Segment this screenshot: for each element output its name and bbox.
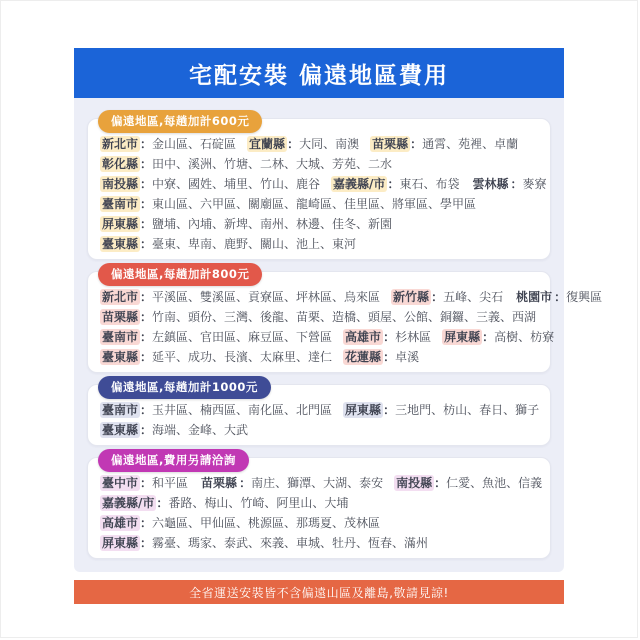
- county-colon: ：: [140, 423, 153, 437]
- county-label: 新北市: [102, 137, 139, 151]
- district-list: 東山區、六甲區、關廟區、龍崎區、佳里區、將軍區、學甲區: [152, 197, 477, 211]
- district-list: 玉井區、楠西區、南化區、北門區: [152, 403, 333, 417]
- county-colon: ：: [140, 403, 153, 417]
- district-list: 和平區: [152, 476, 189, 490]
- region-row: [100, 327, 555, 347]
- county-label: 屏東縣: [444, 330, 481, 344]
- district-list: 東石、布袋: [399, 177, 460, 191]
- district-list: 杉林區: [395, 330, 432, 344]
- region-group: [343, 330, 431, 344]
- region-row: [100, 513, 538, 533]
- region-group: [470, 176, 546, 192]
- county-label: 臺南市: [102, 197, 139, 211]
- region-group: [100, 403, 332, 417]
- region-group: [100, 156, 392, 172]
- region-row: [100, 174, 547, 194]
- district-list: 田中、溪洲、竹塘、二林、大城、芳苑、二水: [152, 157, 393, 171]
- county-colon: ：: [239, 476, 252, 490]
- district-list: 霧臺、瑪家、泰武、來義、車城、牡丹、恆春、滿州: [152, 536, 429, 550]
- district-list: 平溪區、雙溪區、貢寮區、坪林區、烏來區: [152, 290, 381, 304]
- region-group: [100, 290, 380, 304]
- region-group: [394, 475, 542, 491]
- county-colon: ：: [410, 137, 423, 151]
- header-bar: [74, 48, 564, 98]
- district-list: 南庄、獅潭、大湖、泰安: [251, 476, 384, 490]
- region-group: [100, 330, 332, 344]
- region-group: [343, 402, 539, 418]
- county-label: 臺南市: [102, 330, 139, 344]
- region-row: [100, 234, 538, 254]
- county-colon: ：: [140, 157, 153, 171]
- fee-section-card: [87, 114, 551, 260]
- district-list: 番路、梅山、竹崎、阿里山、大埔: [168, 496, 349, 510]
- region-group: [100, 177, 320, 191]
- county-colon: ：: [140, 197, 153, 211]
- county-label: 嘉義縣/市: [333, 177, 386, 191]
- county-colon: ：: [140, 237, 153, 251]
- county-label: 苗栗縣: [201, 476, 238, 490]
- district-list: 鹽埔、內埔、新埤、南州、林邊、佳冬、新園: [152, 217, 393, 231]
- county-label: 高雄市: [345, 330, 382, 344]
- district-list: 高樹、枋寮: [494, 330, 555, 344]
- region-row: [100, 347, 538, 367]
- county-label: 彰化縣: [102, 157, 139, 171]
- county-colon: ：: [140, 536, 153, 550]
- county-label: 苗栗縣: [372, 137, 409, 151]
- region-row: [100, 473, 543, 493]
- fee-badge: 偏遠地區,每趟加計600元: [98, 110, 262, 133]
- county-colon: ：: [482, 330, 495, 344]
- county-label: 臺東縣: [102, 423, 139, 437]
- region-group: [100, 535, 428, 551]
- region-group: [370, 136, 518, 152]
- region-group: [100, 196, 476, 212]
- fee-section-card: [87, 380, 551, 446]
- county-label: 新北市: [102, 290, 139, 304]
- region-group: [514, 289, 602, 305]
- county-label: 屏東縣: [102, 217, 139, 231]
- fee-section-card: [87, 453, 551, 559]
- region-row: [100, 307, 538, 327]
- region-row: [100, 533, 538, 553]
- footer-note: 全省運送安裝皆不含偏遠山區及離島,敬請見諒!: [189, 585, 449, 600]
- region-group: [100, 309, 536, 325]
- county-label: 新竹縣: [393, 290, 430, 304]
- region-row: [100, 134, 538, 154]
- county-label: 臺東縣: [102, 350, 139, 364]
- county-colon: ：: [383, 350, 396, 364]
- county-colon: ：: [434, 476, 447, 490]
- county-label: 屏東縣: [102, 536, 139, 550]
- county-colon: ：: [156, 496, 169, 510]
- county-label: 臺南市: [102, 403, 139, 417]
- region-row: [100, 214, 538, 234]
- district-list: 通霄、苑裡、卓蘭: [422, 137, 519, 151]
- county-label: 宜蘭縣: [249, 137, 286, 151]
- fee-badge: 偏遠地區,每趟加計1000元: [98, 376, 271, 399]
- county-label: 臺東縣: [102, 237, 139, 251]
- county-label: 桃園市: [516, 290, 553, 304]
- district-list: 五峰、尖石: [443, 290, 504, 304]
- content-column: [74, 48, 603, 604]
- county-colon: ：: [383, 330, 396, 344]
- region-group: [343, 349, 419, 365]
- region-group: [100, 515, 380, 531]
- district-list: 海端、金峰、大武: [152, 423, 249, 437]
- district-list: 六龜區、甲仙區、桃源區、那瑪夏、茂林區: [152, 516, 381, 530]
- district-list: 中寮、國姓、埔里、竹山、鹿谷: [152, 177, 321, 191]
- region-row: [100, 493, 538, 513]
- county-colon: ：: [287, 137, 300, 151]
- fee-badge: 偏遠地區,每趟加計800元: [98, 263, 262, 286]
- region-row: [100, 154, 538, 174]
- region-group: [331, 177, 459, 191]
- district-list: 三地門、枋山、春日、獅子: [395, 403, 540, 417]
- region-group: [391, 290, 503, 304]
- county-colon: ：: [431, 290, 444, 304]
- district-list: 麥寮: [522, 177, 547, 191]
- county-colon: ：: [140, 476, 153, 490]
- footer-bar: [74, 580, 564, 604]
- region-group: [442, 329, 554, 345]
- county-colon: ：: [140, 350, 153, 364]
- county-colon: ：: [140, 137, 153, 151]
- county-colon: ：: [554, 290, 567, 304]
- county-label: 嘉義縣/市: [102, 496, 155, 510]
- county-colon: ：: [510, 177, 523, 191]
- region-group: [100, 495, 348, 511]
- district-list: 復興區: [566, 290, 603, 304]
- district-list: 卓溪: [395, 350, 420, 364]
- county-colon: ：: [140, 330, 153, 344]
- district-list: 大同、南澳: [299, 137, 360, 151]
- county-colon: ：: [140, 290, 153, 304]
- county-label: 花蓮縣: [345, 350, 382, 364]
- region-group: [100, 422, 248, 438]
- region-group: [199, 476, 383, 490]
- county-label: 南投縣: [102, 177, 139, 191]
- district-list: 竹南、頭份、三灣、後龍、苗栗、造橋、頭屋、公館、銅鑼、三義、西湖: [152, 310, 537, 324]
- county-colon: ：: [387, 177, 400, 191]
- region-group: [100, 236, 356, 252]
- district-list: 金山區、石碇區: [152, 137, 237, 151]
- county-colon: ：: [140, 217, 153, 231]
- county-label: 臺中市: [102, 476, 139, 490]
- district-list: 仁愛、魚池、信義: [446, 476, 543, 490]
- region-group: [100, 216, 392, 232]
- county-label: 雲林縣: [472, 177, 509, 191]
- region-row: [100, 420, 538, 440]
- region-group: [100, 137, 236, 151]
- county-label: 高雄市: [102, 516, 139, 530]
- region-row: [100, 194, 538, 214]
- district-list: 左鎮區、官田區、麻豆區、下營區: [152, 330, 333, 344]
- fee-sections-panel: [74, 98, 603, 572]
- county-label: 苗栗縣: [102, 310, 139, 324]
- region-group: [247, 137, 359, 151]
- region-row: [100, 400, 538, 420]
- district-list: 延平、成功、長濱、太麻里、達仁: [152, 350, 333, 364]
- county-colon: ：: [140, 177, 153, 191]
- region-row: [100, 287, 603, 307]
- fee-badge: 偏遠地區,費用另請洽詢: [98, 449, 249, 472]
- county-colon: ：: [140, 516, 153, 530]
- county-label: 屏東縣: [345, 403, 382, 417]
- county-colon: ：: [383, 403, 396, 417]
- district-list: 臺東、卑南、鹿野、關山、池上、東河: [152, 237, 357, 251]
- region-group: [100, 350, 332, 364]
- region-group: [100, 476, 188, 490]
- county-label: 南投縣: [396, 476, 433, 490]
- page-title: 宅配安裝 偏遠地區費用: [188, 62, 449, 89]
- fee-section-card: [87, 267, 603, 373]
- county-colon: ：: [140, 310, 153, 324]
